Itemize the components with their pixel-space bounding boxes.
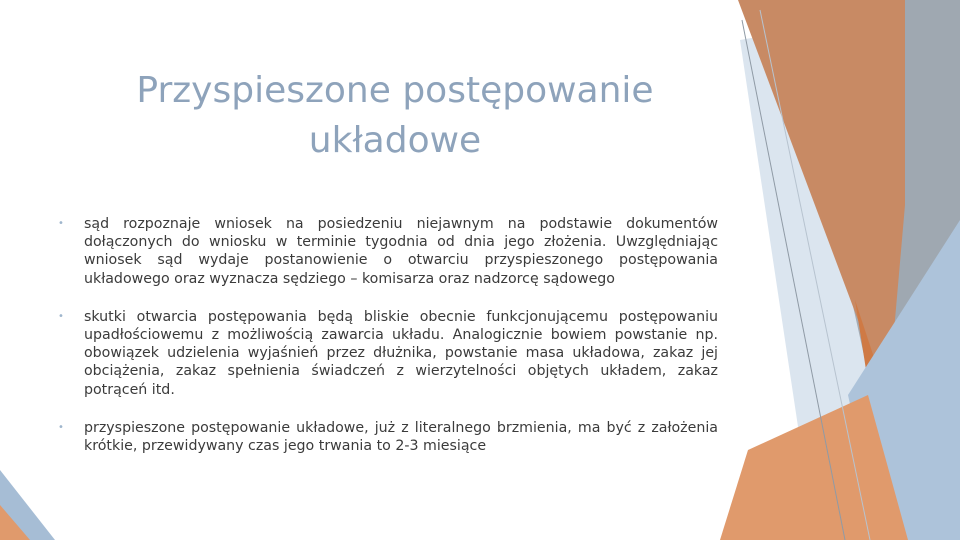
bullet-list xyxy=(58,215,718,475)
bullet-marker: • xyxy=(58,421,64,433)
bullet-text-1: sąd rozpoznaje wniosek na posiedzeniu niejawnym na podstawie dokumentów dołączonych do wniosku w terminie tygodnia od dnia jego złożenia. Uwzględniając wniosek sąd wydaje postanowienie o otwarciu przyspieszonego postępowania układowego oraz wyznacza sędziego – komisarza oraz nadzorcę sądowego xyxy=(84,216,718,287)
bullet-item-1 xyxy=(58,215,718,288)
slide-title-line-2: układowe xyxy=(308,120,482,161)
bullet-item-3 xyxy=(58,419,718,455)
bullet-text-3: przyspieszone postępowanie układowe, już z literalnego brzmienia, ma być z założenia krótkie, przewidywany czas jego trwania to 2-3 miesiące xyxy=(84,419,718,455)
bullet-marker: • xyxy=(58,218,64,229)
bullet-item-2 xyxy=(58,308,718,399)
slide-title-line-1: Przyspieszone postępowanie xyxy=(136,70,654,111)
slide-title xyxy=(60,66,730,166)
bullet-marker: • xyxy=(58,310,64,322)
bullet-text-2: skutki otwarcia postępowania będą bliskie obecnie funkcjonującemu postępowaniu upadłościowemu z możliwością zawarcia układu. Analogicznie bowiem powstanie np. obowiązek udzielenia wyjaśnień przez dłużnika, powstanie masa układowa, zakaz jej obciążenia, zakaz spełnienia świadczeń z wierzytelności objętych układem, zakaz potrąceń itd. xyxy=(84,308,718,398)
